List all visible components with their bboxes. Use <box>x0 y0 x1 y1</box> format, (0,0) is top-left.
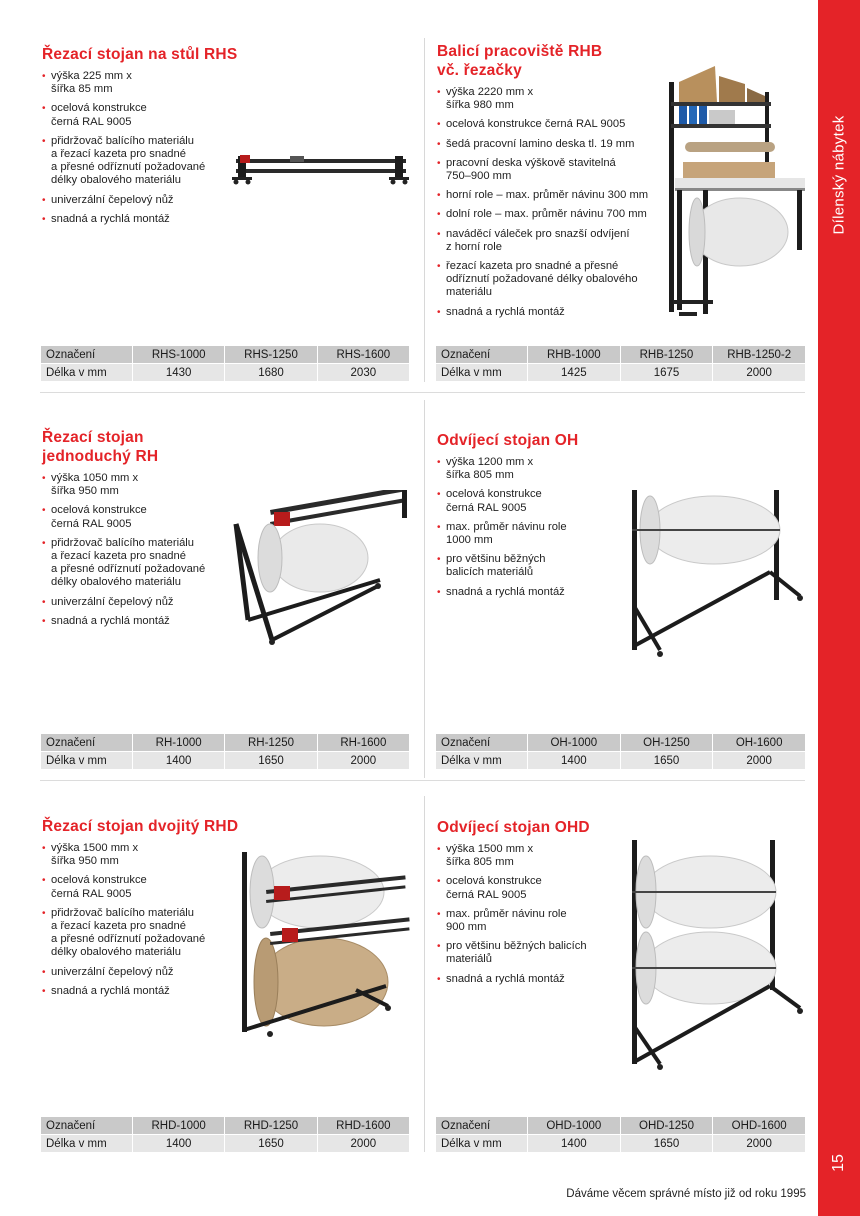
product-image-rhs <box>228 150 413 188</box>
feature-list <box>42 70 242 226</box>
feature-item: • horní role – max. průměr návinu 300 mm <box>437 189 673 202</box>
product-title: Balicí pracoviště RHB vč. řezačky <box>437 43 603 79</box>
feature-item: • přidržovač balícího materiálu a řezací kazeta pro snadné a přesné odříznutí požadované délky obalového materiálu <box>42 135 242 188</box>
feature-item: • výška 1500 mm x šířka 950 mm <box>42 842 242 868</box>
spec-table <box>40 345 410 382</box>
product-image-rhb <box>665 62 807 320</box>
feature-list <box>437 843 637 986</box>
feature-item: • univerzální čepelový nůž <box>42 596 242 609</box>
feature-item: • snadná a rychlá montáž <box>437 973 637 986</box>
product-title: Řezací stojan na stůl RHS <box>42 46 238 63</box>
table-header-row: Označení RHS-1000 RHS-1250 RHS-1600 <box>41 346 410 364</box>
table-header-row: Označení OHD-1000 OHD-1250 OHD-1600 <box>436 1117 806 1135</box>
spec-table <box>435 345 806 382</box>
table-row: Délka v mm 1425 1675 2000 <box>436 364 806 382</box>
feature-item: • snadná a rychlá montáž <box>42 985 242 998</box>
table-row: Délka v mm 1430 1680 2030 <box>41 364 410 382</box>
product-rhs <box>42 45 242 232</box>
feature-item: • ocelová konstrukce černá RAL 9005 <box>437 875 637 901</box>
table-header-row: Označení OH-1000 OH-1250 OH-1600 <box>436 734 806 752</box>
product-rhd <box>42 817 242 1004</box>
table-row: Délka v mm 1400 1650 2000 <box>436 1135 806 1153</box>
feature-item: • výška 2220 mm x šířka 980 mm <box>437 86 673 112</box>
feature-item: • výška 1200 mm x šířka 805 mm <box>437 456 637 482</box>
feature-item: • ocelová konstrukce černá RAL 9005 <box>42 102 242 128</box>
feature-item: • přidržovač balícího materiálu a řezací kazeta pro snadné a přesné odříznutí požadované délky obalového materiálu <box>42 537 242 590</box>
column-divider <box>424 38 425 382</box>
page-number: 15 <box>830 1154 847 1172</box>
feature-item: • ocelová konstrukce černá RAL 9005 <box>42 874 242 900</box>
table-row: Délka v mm 1400 1650 2000 <box>41 1135 410 1153</box>
table-row: Délka v mm 1400 1650 2000 <box>436 752 806 770</box>
product-title: Řezací stojan dvojitý RHD <box>42 818 239 835</box>
feature-item: • výška 1500 mm x šířka 805 mm <box>437 843 637 869</box>
product-title: Odvíjecí stojan OH <box>437 432 579 449</box>
feature-item: • pro většinu běžných balicích materiálů <box>437 940 637 966</box>
feature-item: • ocelová konstrukce černá RAL 9005 <box>42 504 242 530</box>
table-header-row: Označení RHB-1000 RHB-1250 RHB-1250-2 <box>436 346 806 364</box>
product-ohd <box>437 818 637 992</box>
feature-item: • snadná a rychlá montáž <box>42 615 242 628</box>
product-image-rhd <box>236 850 420 1040</box>
section-sidebar <box>818 0 860 1216</box>
table-row: Délka v mm 1400 1650 2000 <box>41 752 410 770</box>
table-header-row: Označení RH-1000 RH-1250 RH-1600 <box>41 734 410 752</box>
product-oh <box>437 431 637 605</box>
product-title: Řezací stojan jednoduchý RH <box>42 429 159 465</box>
column-divider <box>424 400 425 778</box>
spec-table <box>40 733 410 770</box>
row-divider <box>40 392 805 393</box>
footer-slogan: Dáváme věcem správné místo již od roku 1995 <box>566 1188 806 1200</box>
feature-item: • pro většinu běžných balicích materiálů <box>437 553 637 579</box>
feature-item: • výška 1050 mm x šířka 950 mm <box>42 472 242 498</box>
feature-list <box>42 842 242 998</box>
spec-table <box>40 1116 410 1153</box>
product-image-rh <box>230 490 412 648</box>
feature-item: • pracovní deska výškově stavitelná 750–900 mm <box>437 157 673 183</box>
feature-item: • ocelová konstrukce černá RAL 9005 <box>437 488 637 514</box>
feature-item: • výška 225 mm x šířka 85 mm <box>42 70 242 96</box>
product-rh <box>42 428 242 634</box>
product-rhb <box>437 42 673 325</box>
feature-item: • řezací kazeta pro snadné a přesné odříznutí požadované délky obalového materiálu <box>437 260 673 300</box>
feature-item: • max. průměr návinu role 900 mm <box>437 908 637 934</box>
product-title: Odvíjecí stojan OHD <box>437 819 590 836</box>
feature-item: • snadná a rychlá montáž <box>42 213 242 226</box>
feature-item: • max. průměr návinu role 1000 mm <box>437 521 637 547</box>
section-label: Dílenský nábytek <box>830 115 848 235</box>
feature-item: • dolní role – max. průměr návinu 700 mm <box>437 208 673 221</box>
row-divider <box>40 780 805 781</box>
table-header-row: Označení RHD-1000 RHD-1250 RHD-1600 <box>41 1117 410 1135</box>
column-divider <box>424 796 425 1152</box>
feature-list <box>437 456 637 599</box>
feature-item: • ocelová konstrukce černá RAL 9005 <box>437 118 673 131</box>
feature-item: • přidržovač balícího materiálu a řezací kazeta pro snadné a přesné odříznutí požadované délky obalového materiálu <box>42 907 242 960</box>
product-image-oh <box>620 486 806 662</box>
feature-item: • univerzální čepelový nůž <box>42 194 242 207</box>
feature-item: • šedá pracovní lamino deska tl. 19 mm <box>437 138 673 151</box>
spec-table <box>435 733 806 770</box>
feature-list <box>437 86 673 319</box>
feature-item: • snadná a rychlá montáž <box>437 586 637 599</box>
product-image-ohd <box>620 836 806 1072</box>
feature-list <box>42 472 242 628</box>
feature-item: • naváděcí váleček pro snazší odvíjení z horní role <box>437 228 673 254</box>
spec-table <box>435 1116 806 1153</box>
feature-item: • univerzální čepelový nůž <box>42 966 242 979</box>
feature-item: • snadná a rychlá montáž <box>437 306 673 319</box>
